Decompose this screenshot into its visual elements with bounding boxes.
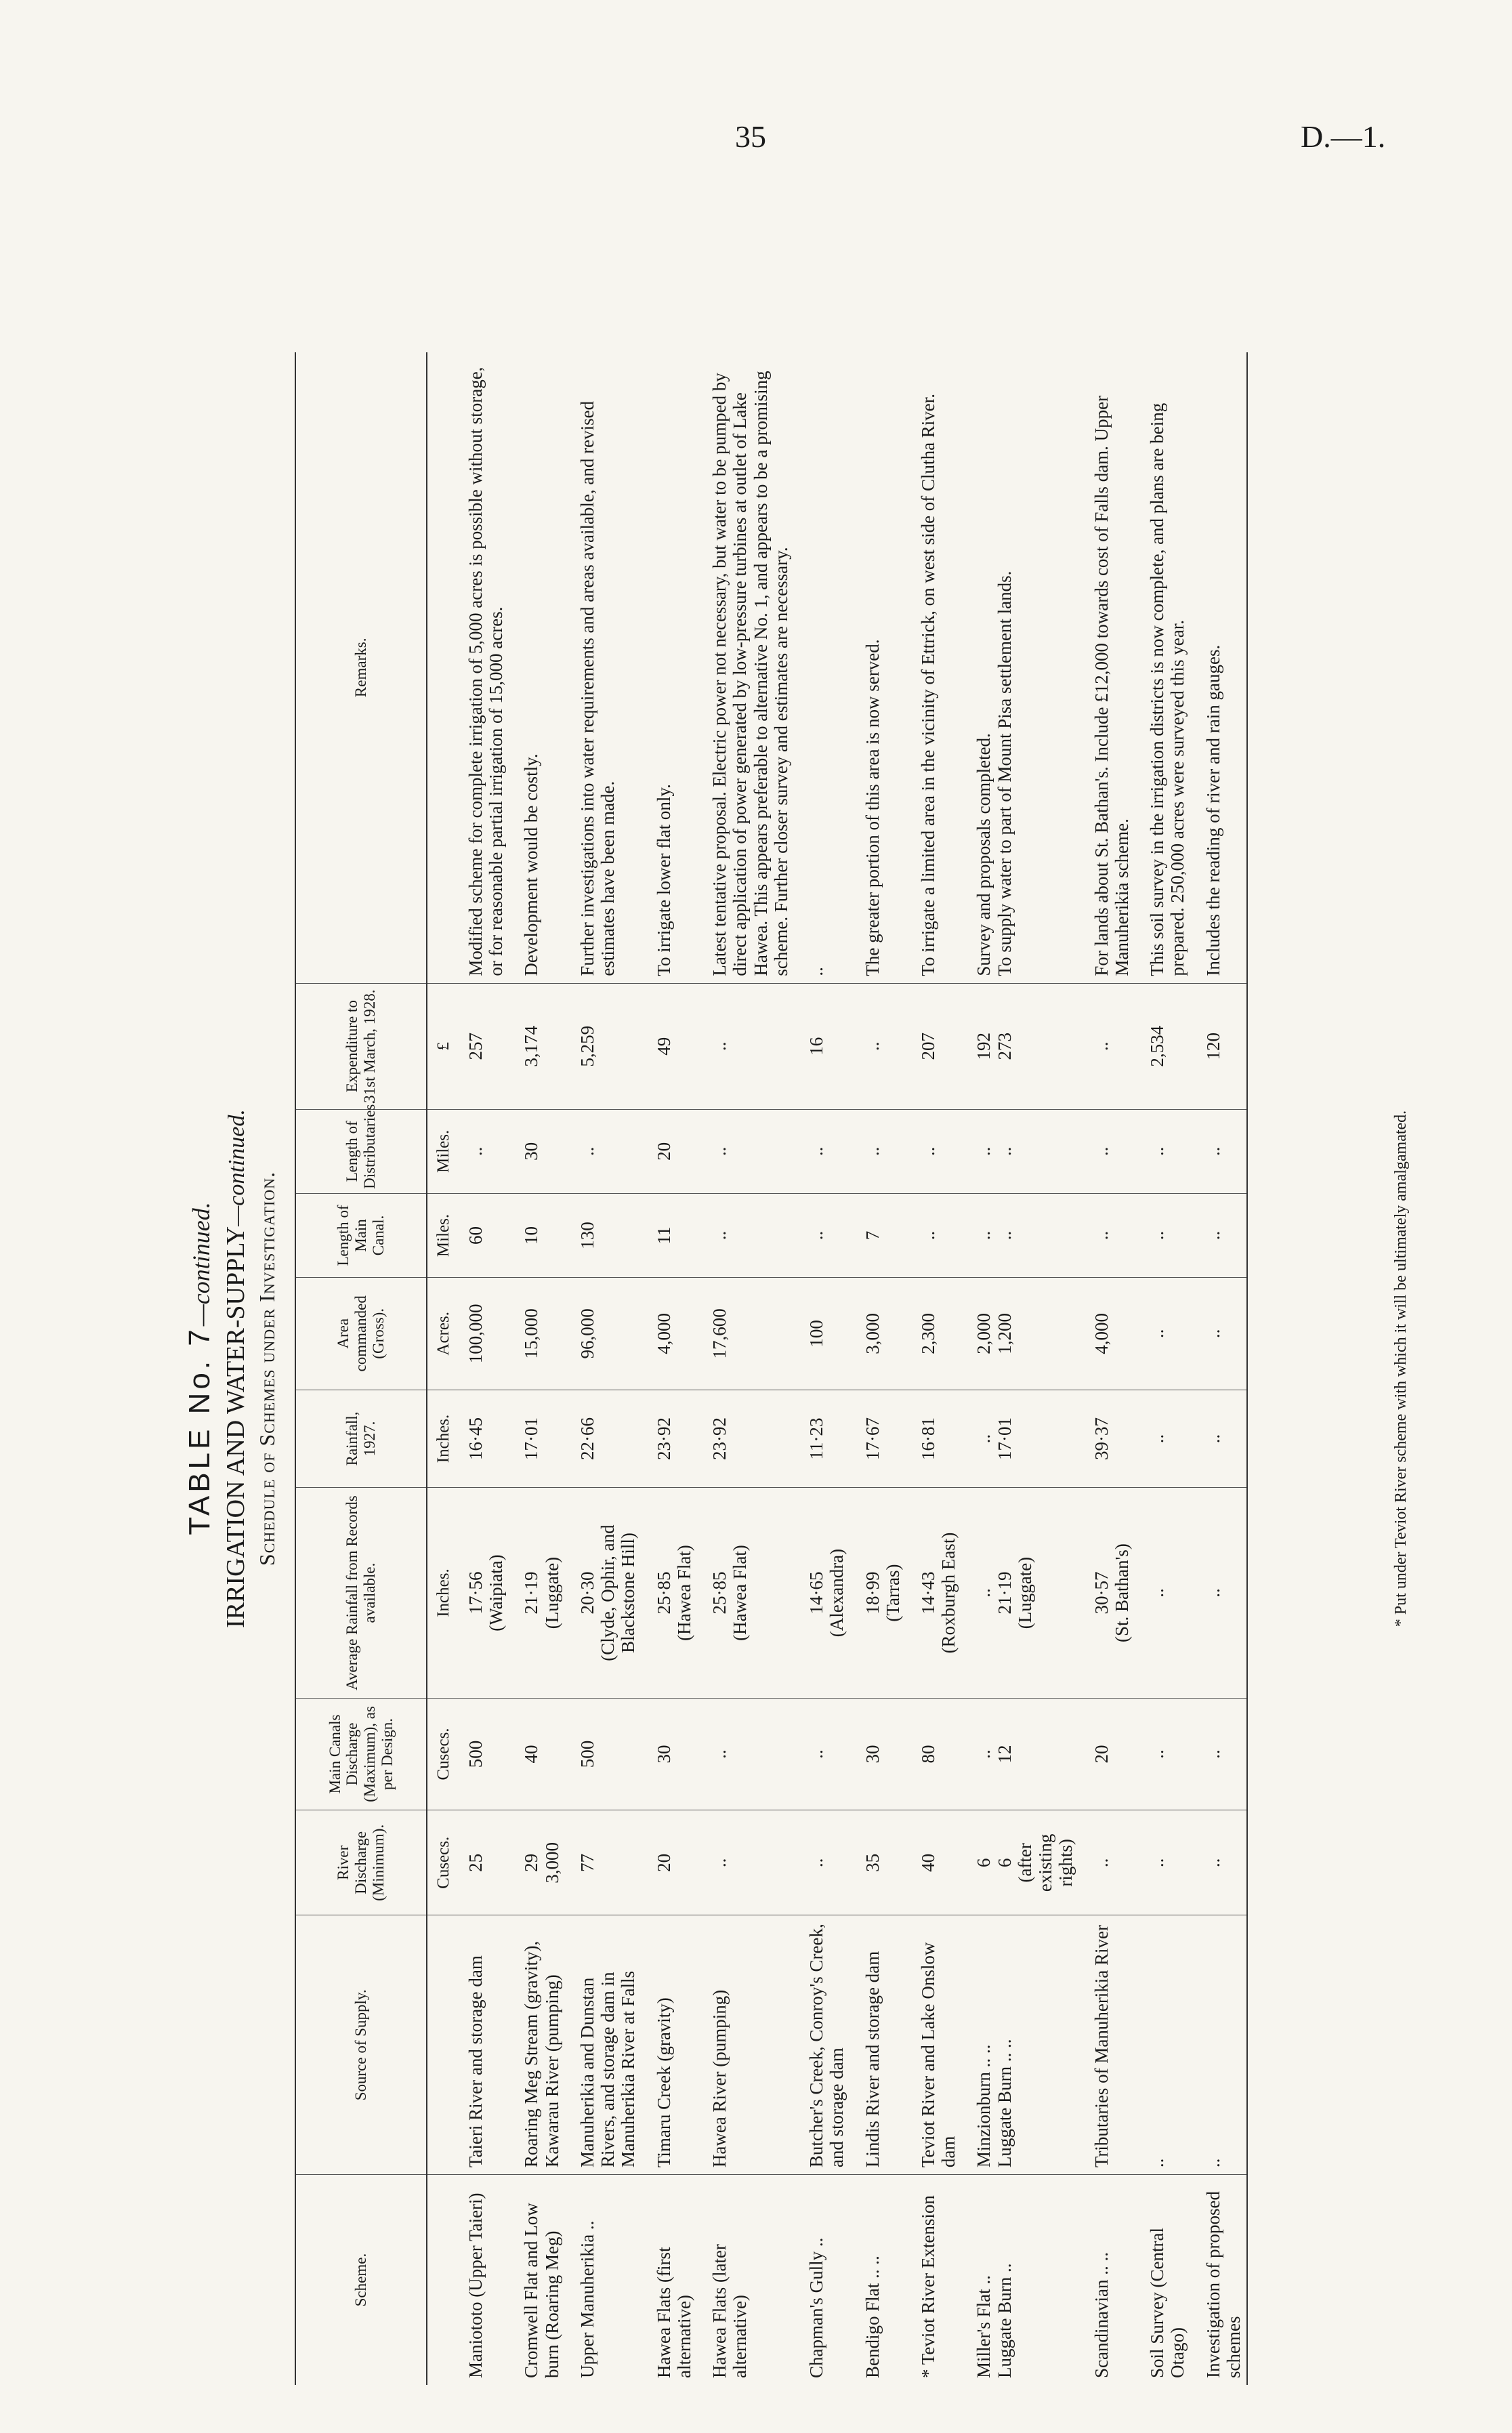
column-header: Average Rainfall from Records available.	[295, 1488, 427, 1698]
cell-area: ..	[1135, 1278, 1190, 1390]
document-id: D.—1.	[1301, 119, 1386, 154]
cell-scheme: Investigation of proposed schemes	[1191, 2175, 1247, 2385]
cell-canal: 30	[850, 1698, 906, 1810]
cell-exp: 16	[794, 983, 849, 1109]
cell-main: .. ..	[961, 1193, 1078, 1277]
table-row	[565, 352, 642, 2385]
avg-rainfall-station: (Luggate)	[541, 1556, 562, 1629]
unit-cell	[427, 1915, 453, 2175]
cell-main: ..	[697, 1193, 794, 1277]
unit-cell: Inches.	[427, 1488, 453, 1698]
cell-avg-rain	[509, 1488, 564, 1698]
cell-avg-rain	[1135, 1488, 1190, 1698]
cell-canal: 500	[453, 1698, 509, 1810]
cell-dist: .. ..	[961, 1109, 1078, 1193]
cell-remarks: This soil survey in the irrigation districts is now complete, and plans are being prepared. 250,000 acres were surveyed this year.	[1135, 352, 1190, 983]
cell-avg-rain	[453, 1488, 509, 1698]
avg-rainfall-value: 30·57	[1091, 1571, 1112, 1615]
cell-rain1927: .. 17·01	[961, 1390, 1078, 1488]
column-header: Source of Supply.	[295, 1915, 427, 2175]
cell-remarks: To irrigate a limited area in the vicinity of Ettrick, on west side of Clutha River.	[906, 352, 961, 983]
column-header: Length of Main Canal.	[295, 1193, 427, 1277]
cell-main: ..	[794, 1193, 849, 1277]
cell-dist: 20	[642, 1109, 697, 1193]
column-header: Main Canals Discharge (Maximum), as per Design.	[295, 1698, 427, 1810]
subtitle-text: IRRIGATION AND WATER-SUPPLY	[222, 1226, 250, 1628]
unit-cell: Miles.	[427, 1109, 453, 1193]
table-header-row	[295, 352, 427, 2385]
cell-source: Roaring Meg Stream (gravity), Kawarau River (pumping)	[509, 1915, 564, 2175]
unit-cell: Inches.	[427, 1390, 453, 1488]
cell-dist: ..	[697, 1109, 794, 1193]
cell-dist: ..	[1191, 1109, 1247, 1193]
cell-river: ..	[697, 1810, 794, 1915]
table-row	[906, 352, 961, 2385]
cell-main: 10	[509, 1193, 564, 1277]
cell-area: 100	[794, 1278, 849, 1390]
cell-exp: 5,259	[565, 983, 642, 1109]
avg-rainfall-value: 25·85	[709, 1571, 730, 1615]
table-row	[697, 352, 794, 2385]
avg-rainfall-station: (Alexandra)	[826, 1548, 847, 1638]
cell-source: Timaru Creek (gravity)	[642, 1915, 697, 2175]
column-header: Scheme.	[295, 2175, 427, 2385]
cell-main: ..	[1079, 1193, 1135, 1277]
cell-rain1927: 16·81	[906, 1390, 961, 1488]
cell-main: ..	[1135, 1193, 1190, 1277]
cell-main: 11	[642, 1193, 697, 1277]
cell-dist: ..	[794, 1109, 849, 1193]
avg-rainfall-value: 20·30	[576, 1571, 597, 1615]
table-row	[509, 352, 564, 2385]
avg-rainfall-station: (Tarras)	[882, 1564, 903, 1622]
cell-rain1927: 22·66	[565, 1390, 642, 1488]
schedule-heading: Schedule of Schemes under Investigation.	[255, 1171, 279, 1566]
unit-cell: Cusecs.	[427, 1698, 453, 1810]
unit-cell: £	[427, 983, 453, 1109]
rotated-table-frame	[176, 352, 1429, 2385]
avg-rainfall-value: .. 21·19	[973, 1571, 1015, 1615]
avg-rainfall-station: (Clyde, Ophir, and Blackstone Hill)	[597, 1524, 639, 1661]
table-subtitle	[221, 352, 251, 2385]
column-header: River Discharge (Minimum).	[295, 1810, 427, 1915]
cell-source: Minzionburn .. .. Luggate Burn .. ..	[961, 1915, 1078, 2175]
cell-river: 35	[850, 1810, 906, 1915]
cell-source: ..	[1191, 1915, 1247, 2175]
footnote: * Put under Teviot River scheme with which it will be ultimately amalgamated.	[1392, 1110, 1410, 1627]
column-header: Remarks.	[295, 352, 427, 983]
avg-rainfall-value: 17·56	[465, 1571, 486, 1615]
unit-cell	[427, 2175, 453, 2385]
cell-canal: ..	[1191, 1698, 1247, 1810]
column-header: Expenditure to 31st March, 1928.	[295, 983, 427, 1109]
cell-avg-rain	[642, 1488, 697, 1698]
cell-scheme: * Teviot River Extension	[917, 2195, 938, 2378]
avg-rainfall-value: 18·99	[862, 1571, 883, 1615]
cell-river: 40	[906, 1810, 961, 1915]
cell-canal: ..	[1135, 1698, 1190, 1810]
cell-remarks: Further investigations into water requirements and areas available, and revised estimates have been made.	[565, 352, 642, 983]
cell-canal: 20	[1079, 1698, 1135, 1810]
cell-avg-rain	[794, 1488, 849, 1698]
avg-rainfall-station: (Hawea Flat)	[673, 1545, 694, 1641]
table-body	[427, 352, 1247, 2385]
cell-dist: 30	[509, 1109, 564, 1193]
cell-exp: 120	[1191, 983, 1247, 1109]
avg-rainfall-value: ..	[1202, 1588, 1223, 1598]
cell-remarks: For lands about St. Bathan's. Include £12,000 towards cost of Falls dam. Upper Manuherikia scheme.	[1079, 352, 1135, 983]
unit-cell: Cusecs.	[427, 1810, 453, 1915]
cell-scheme: Upper Manuherikia ..	[576, 2220, 597, 2378]
cell-scheme: Hawea Flats (later alternative)	[709, 2244, 751, 2378]
cell-source: Manuherikia and Dunstan Rivers, and storage dam in Manuherikia River at Falls	[565, 1915, 642, 2175]
cell-river: ..	[1135, 1810, 1190, 1915]
cell-remarks: The greater portion of this area is now served.	[850, 352, 906, 983]
cell-remarks: ..	[794, 352, 849, 983]
cell-source: Tributaries of Manuherikia River	[1079, 1915, 1135, 2175]
table-row	[453, 352, 509, 2385]
cell-area: 17,600	[697, 1278, 794, 1390]
cell-area: 3,000	[850, 1278, 906, 1390]
cell-area: 2,000 1,200	[961, 1278, 1078, 1390]
cell-exp: ..	[697, 983, 794, 1109]
cell-rain1927: 23·92	[642, 1390, 697, 1488]
table-row	[1135, 352, 1190, 2385]
avg-rainfall-station: (Waipiata)	[486, 1554, 507, 1631]
cell-remarks: Modified scheme for complete irrigation of 5,000 acres is possible without storage, or for reasonable partial irrigation of 15,000 acres.	[453, 352, 509, 983]
cell-area: 100,000	[453, 1278, 509, 1390]
cell-river: ..	[1079, 1810, 1135, 1915]
cell-source: Teviot River and Lake Onslow dam	[906, 1915, 961, 2175]
avg-rainfall-value: 14·65	[806, 1571, 827, 1615]
cell-scheme: Soil Survey (Central Otago)	[1147, 2228, 1188, 2378]
avg-rainfall-value: 21·19	[521, 1571, 542, 1615]
cell-rain1927: 17·01	[509, 1390, 564, 1488]
cell-avg-rain	[850, 1488, 906, 1698]
cell-river: ..	[1191, 1810, 1247, 1915]
cell-dist: ..	[1079, 1109, 1135, 1193]
cell-exp: 3,174	[509, 983, 564, 1109]
avg-rainfall-value: 14·43	[917, 1571, 938, 1615]
cell-exp: 49	[642, 983, 697, 1109]
cell-area: 15,000	[509, 1278, 564, 1390]
cell-main: 60	[453, 1193, 509, 1277]
schemes-table	[295, 352, 1248, 2385]
cell-exp: 207	[906, 983, 961, 1109]
table-row	[961, 352, 1078, 2385]
avg-rainfall-value: ..	[1147, 1588, 1168, 1598]
cell-source: Lindis River and storage dam	[850, 1915, 906, 2175]
cell-dist: ..	[565, 1109, 642, 1193]
cell-area: ..	[1191, 1278, 1247, 1390]
cell-avg-rain	[961, 1488, 1078, 1698]
unit-cell	[427, 352, 453, 983]
cell-canal: 40	[509, 1698, 564, 1810]
cell-avg-rain	[1191, 1488, 1247, 1698]
table-row	[642, 352, 697, 2385]
page-number: 35	[735, 119, 766, 154]
cell-remarks: Includes the reading of river and rain gauges.	[1191, 352, 1247, 983]
units-row	[427, 352, 453, 2385]
table-title	[183, 352, 217, 2385]
column-header: Area commanded (Gross).	[295, 1278, 427, 1390]
cell-river: 20	[642, 1810, 697, 1915]
cell-rain1927: 17·67	[850, 1390, 906, 1488]
cell-canal: 80	[906, 1698, 961, 1810]
cell-area: 4,000	[642, 1278, 697, 1390]
cell-avg-rain	[906, 1488, 961, 1698]
table-row	[1191, 352, 1247, 2385]
cell-area: 96,000	[565, 1278, 642, 1390]
cell-avg-rain	[565, 1488, 642, 1698]
cell-area: 4,000	[1079, 1278, 1135, 1390]
unit-cell: Acres.	[427, 1278, 453, 1390]
table-row	[850, 352, 906, 2385]
cell-scheme: Hawea Flats (first alternative)	[653, 2247, 694, 2378]
unit-cell: Miles.	[427, 1193, 453, 1277]
cell-river: ..	[794, 1810, 849, 1915]
cell-rain1927: 23·92	[697, 1390, 794, 1488]
title-block	[176, 352, 291, 2385]
cell-remarks: To irrigate lower flat only.	[642, 352, 697, 983]
cell-canal: ..	[794, 1698, 849, 1810]
cell-source: Taieri River and storage dam	[453, 1915, 509, 2175]
cell-main: ..	[906, 1193, 961, 1277]
avg-rainfall-station: (Roxburgh East)	[938, 1532, 959, 1654]
avg-rainfall-station: (Luggate)	[1014, 1556, 1035, 1629]
cell-river: 25	[453, 1810, 509, 1915]
cell-source: ..	[1135, 1915, 1190, 2175]
cell-dist: ..	[453, 1109, 509, 1193]
table-row	[794, 352, 849, 2385]
cell-main: 130	[565, 1193, 642, 1277]
avg-rainfall-station: (Hawea Flat)	[730, 1545, 751, 1641]
avg-rainfall-station: (St. Bathan's)	[1111, 1543, 1132, 1642]
cell-dist: ..	[1135, 1109, 1190, 1193]
cell-rain1927: ..	[1135, 1390, 1190, 1488]
cell-area: 2,300	[906, 1278, 961, 1390]
cell-scheme: Cromwell Flat and Low burn (Roaring Meg)	[521, 2203, 562, 2378]
cell-dist: ..	[906, 1109, 961, 1193]
cell-scheme: Miller's Flat .. Luggate Burn ..	[973, 2263, 1015, 2378]
cell-scheme: Scandinavian .. ..	[1091, 2252, 1112, 2378]
cell-canal: 30	[642, 1698, 697, 1810]
cell-scheme: Chapman's Gully ..	[806, 2237, 827, 2378]
cell-canal: 500	[565, 1698, 642, 1810]
column-header: Length of Distributaries.	[295, 1109, 427, 1193]
cell-avg-rain	[697, 1488, 794, 1698]
cell-exp: 2,534	[1135, 983, 1190, 1109]
column-header: Rainfall, 1927.	[295, 1390, 427, 1488]
cell-avg-rain	[1079, 1488, 1135, 1698]
cell-canal: ..	[697, 1698, 794, 1810]
avg-rainfall-value: 25·85	[653, 1571, 674, 1615]
cell-rain1927: 39·37	[1079, 1390, 1135, 1488]
cell-remarks: Development would be costly.	[509, 352, 564, 983]
cell-river: 77	[565, 1810, 642, 1915]
table-row	[1079, 352, 1135, 2385]
cell-exp: 257	[453, 983, 509, 1109]
cell-main: 7	[850, 1193, 906, 1277]
cell-rain1927: 16·45	[453, 1390, 509, 1488]
cell-exp: 192 273	[961, 983, 1078, 1109]
cell-exp: ..	[1079, 983, 1135, 1109]
cell-remarks: Survey and proposals completed. To supply water to part of Mount Pisa settlement lands.	[961, 352, 1078, 983]
cell-canal: .. 12	[961, 1698, 1078, 1810]
cell-exp: ..	[850, 983, 906, 1109]
table-title-continued: —continued.	[188, 1202, 215, 1327]
cell-river: 29 3,000	[509, 1810, 564, 1915]
table-title-text: TABLE No. 7	[183, 1326, 216, 1535]
subtitle-continued: —continued.	[224, 1109, 249, 1226]
cell-scheme: Bendigo Flat .. ..	[862, 2255, 883, 2378]
cell-remarks: Latest tentative proposal. Electric power not necessary, but water to be pumped by direct application of power generated by low-pressure turbines at outlet of Lake Hawea. This appears preferable to alternative No. 1, and appears to be a promising scheme. Further closer survey and estimates are necessary.	[697, 352, 794, 983]
cell-rain1927: ..	[1191, 1390, 1247, 1488]
cell-scheme: Maniototo (Upper Taieri)	[465, 2192, 486, 2378]
cell-rain1927: 11·23	[794, 1390, 849, 1488]
cell-river: 6 6 (after existing rights)	[961, 1810, 1078, 1915]
cell-dist: ..	[850, 1109, 906, 1193]
cell-source: Hawea River (pumping)	[697, 1915, 794, 2175]
cell-source: Butcher's Creek, Conroy's Creek, and storage dam	[794, 1915, 849, 2175]
cell-main: ..	[1191, 1193, 1247, 1277]
